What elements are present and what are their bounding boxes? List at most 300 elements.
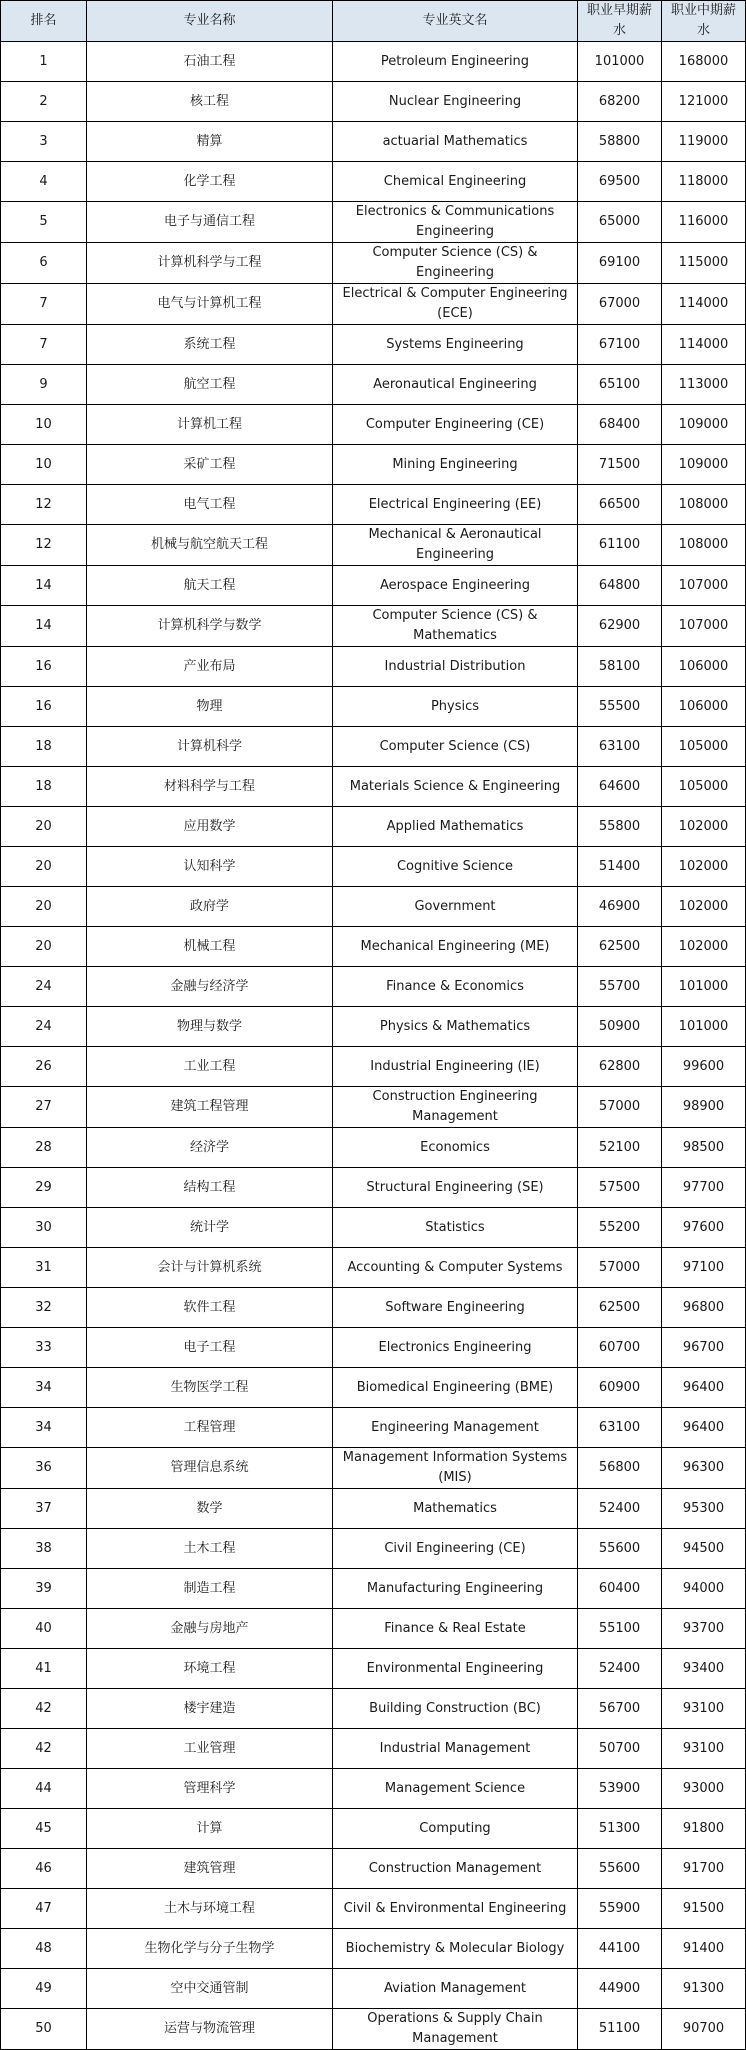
mid-career-salary-cell: 97600	[662, 1208, 746, 1248]
major-english-name-cell: Civil & Environmental Engineering	[333, 1889, 578, 1929]
major-english-name-cell: Chemical Engineering	[333, 162, 578, 202]
major-name-cell: 计算机科学	[87, 727, 333, 767]
early-career-salary-cell: 51400	[578, 847, 662, 887]
table-row	[1, 1047, 746, 1087]
major-english-name-cell: Statistics	[333, 1208, 578, 1248]
rank-cell: 24	[1, 967, 87, 1007]
table-row	[1, 202, 746, 243]
major-english-name-cell: Software Engineering	[333, 1288, 578, 1328]
rank-cell: 20	[1, 927, 87, 967]
rank-cell: 4	[1, 162, 87, 202]
table-row	[1, 1128, 746, 1168]
rank-cell: 28	[1, 1128, 87, 1168]
major-name-cell: 运营与物流管理	[87, 2009, 333, 2050]
table-row	[1, 445, 746, 485]
table-row	[1, 1408, 746, 1448]
mid-career-salary-cell: 102000	[662, 927, 746, 967]
early-career-salary-cell: 60400	[578, 1569, 662, 1609]
major-english-name-cell: Structural Engineering (SE)	[333, 1168, 578, 1208]
rank-cell: 42	[1, 1689, 87, 1729]
rank-cell: 32	[1, 1288, 87, 1328]
major-name-cell: 电子工程	[87, 1328, 333, 1368]
mid-career-salary-cell: 93700	[662, 1609, 746, 1649]
major-name-cell: 环境工程	[87, 1649, 333, 1689]
early-career-salary-cell: 55100	[578, 1609, 662, 1649]
early-career-salary-cell: 67000	[578, 284, 662, 325]
early-career-salary-cell: 55700	[578, 967, 662, 1007]
major-english-name-cell: Construction Engineering Management	[333, 1087, 578, 1128]
major-english-name-cell: actuarial Mathematics	[333, 122, 578, 162]
major-english-name-cell: Aeronautical Engineering	[333, 365, 578, 405]
table-row	[1, 1489, 746, 1529]
table-row	[1, 1208, 746, 1248]
major-name-cell: 物理与数学	[87, 1007, 333, 1047]
table-row	[1, 566, 746, 606]
early-career-salary-cell: 58800	[578, 122, 662, 162]
rank-cell: 18	[1, 767, 87, 807]
mid-career-salary-cell: 109000	[662, 405, 746, 445]
table-row	[1, 243, 746, 284]
mid-career-salary-cell: 94000	[662, 1569, 746, 1609]
mid-career-salary-cell: 101000	[662, 1007, 746, 1047]
early-career-salary-cell: 63100	[578, 1408, 662, 1448]
early-career-salary-cell: 50900	[578, 1007, 662, 1047]
table-row	[1, 1569, 746, 1609]
major-english-name-cell: Government	[333, 887, 578, 927]
major-name-cell: 工业管理	[87, 1729, 333, 1769]
major-name-cell: 系统工程	[87, 325, 333, 365]
header-early-career-salary: 职业早期薪水	[578, 1, 662, 42]
rank-cell: 38	[1, 1529, 87, 1569]
header-rank: 排名	[1, 1, 87, 42]
major-name-cell: 航空工程	[87, 365, 333, 405]
early-career-salary-cell: 55800	[578, 807, 662, 847]
mid-career-salary-cell: 93000	[662, 1769, 746, 1809]
major-english-name-cell: Computing	[333, 1809, 578, 1849]
table-row	[1, 1889, 746, 1929]
early-career-salary-cell: 55200	[578, 1208, 662, 1248]
major-english-name-cell: Biochemistry & Molecular Biology	[333, 1929, 578, 1969]
rank-cell: 27	[1, 1087, 87, 1128]
early-career-salary-cell: 53900	[578, 1769, 662, 1809]
rank-cell: 44	[1, 1769, 87, 1809]
major-english-name-cell: Economics	[333, 1128, 578, 1168]
mid-career-salary-cell: 115000	[662, 243, 746, 284]
table-row	[1, 1689, 746, 1729]
mid-career-salary-cell: 114000	[662, 284, 746, 325]
early-career-salary-cell: 52400	[578, 1649, 662, 1689]
mid-career-salary-cell: 168000	[662, 42, 746, 82]
major-name-cell: 软件工程	[87, 1288, 333, 1328]
major-name-cell: 结构工程	[87, 1168, 333, 1208]
mid-career-salary-cell: 93100	[662, 1729, 746, 1769]
early-career-salary-cell: 69500	[578, 162, 662, 202]
major-name-cell: 生物医学工程	[87, 1368, 333, 1408]
rank-cell: 14	[1, 606, 87, 647]
major-english-name-cell: Computer Science (CS) & Mathematics	[333, 606, 578, 647]
early-career-salary-cell: 52100	[578, 1128, 662, 1168]
mid-career-salary-cell: 114000	[662, 325, 746, 365]
major-english-name-cell: Engineering Management	[333, 1408, 578, 1448]
early-career-salary-cell: 51100	[578, 2009, 662, 2050]
rank-cell: 48	[1, 1929, 87, 1969]
header-mid-career-salary: 职业中期薪水	[662, 1, 746, 42]
mid-career-salary-cell: 91500	[662, 1889, 746, 1929]
mid-career-salary-cell: 102000	[662, 887, 746, 927]
table-row	[1, 42, 746, 82]
table-row	[1, 1328, 746, 1368]
rank-cell: 49	[1, 1969, 87, 2009]
major-english-name-cell: Computer Science (CS)	[333, 727, 578, 767]
mid-career-salary-cell: 102000	[662, 807, 746, 847]
rank-cell: 3	[1, 122, 87, 162]
table-row	[1, 485, 746, 525]
mid-career-salary-cell: 106000	[662, 687, 746, 727]
major-name-cell: 建筑管理	[87, 1849, 333, 1889]
major-english-name-cell: Industrial Distribution	[333, 647, 578, 687]
major-name-cell: 经济学	[87, 1128, 333, 1168]
table-row	[1, 1288, 746, 1328]
major-english-name-cell: Construction Management	[333, 1849, 578, 1889]
mid-career-salary-cell: 119000	[662, 122, 746, 162]
mid-career-salary-cell: 105000	[662, 727, 746, 767]
mid-career-salary-cell: 98500	[662, 1128, 746, 1168]
table-row	[1, 1529, 746, 1569]
major-english-name-cell: Aviation Management	[333, 1969, 578, 2009]
table-row	[1, 727, 746, 767]
rank-cell: 24	[1, 1007, 87, 1047]
major-name-cell: 电气与计算机工程	[87, 284, 333, 325]
major-name-cell: 建筑工程管理	[87, 1087, 333, 1128]
early-career-salary-cell: 44100	[578, 1929, 662, 1969]
major-name-cell: 土木与环境工程	[87, 1889, 333, 1929]
rank-cell: 5	[1, 202, 87, 243]
mid-career-salary-cell: 108000	[662, 525, 746, 566]
major-name-cell: 工业工程	[87, 1047, 333, 1087]
major-name-cell: 会计与计算机系统	[87, 1248, 333, 1288]
major-name-cell: 核工程	[87, 82, 333, 122]
rank-cell: 9	[1, 365, 87, 405]
table-row	[1, 1649, 746, 1689]
rank-cell: 34	[1, 1368, 87, 1408]
early-career-salary-cell: 60700	[578, 1328, 662, 1368]
rank-cell: 16	[1, 687, 87, 727]
mid-career-salary-cell: 121000	[662, 82, 746, 122]
major-english-name-cell: Environmental Engineering	[333, 1649, 578, 1689]
table-row	[1, 1729, 746, 1769]
major-name-cell: 金融与经济学	[87, 967, 333, 1007]
major-name-cell: 机械与航空航天工程	[87, 525, 333, 566]
major-name-cell: 采矿工程	[87, 445, 333, 485]
rank-cell: 50	[1, 2009, 87, 2050]
rank-cell: 7	[1, 284, 87, 325]
table-row	[1, 1609, 746, 1649]
mid-career-salary-cell: 91800	[662, 1809, 746, 1849]
table-row	[1, 1929, 746, 1969]
early-career-salary-cell: 51300	[578, 1809, 662, 1849]
table-row	[1, 887, 746, 927]
major-english-name-cell: Nuclear Engineering	[333, 82, 578, 122]
table-row	[1, 162, 746, 202]
rank-cell: 30	[1, 1208, 87, 1248]
major-english-name-cell: Operations & Supply Chain Management	[333, 2009, 578, 2050]
early-career-salary-cell: 58100	[578, 647, 662, 687]
table-row	[1, 1849, 746, 1889]
early-career-salary-cell: 57000	[578, 1087, 662, 1128]
major-english-name-cell: Manufacturing Engineering	[333, 1569, 578, 1609]
major-english-name-cell: Physics & Mathematics	[333, 1007, 578, 1047]
major-english-name-cell: Aerospace Engineering	[333, 566, 578, 606]
major-name-cell: 工程管理	[87, 1408, 333, 1448]
rank-cell: 33	[1, 1328, 87, 1368]
major-english-name-cell: Industrial Engineering (IE)	[333, 1047, 578, 1087]
table-row	[1, 606, 746, 647]
mid-career-salary-cell: 96300	[662, 1448, 746, 1489]
major-english-name-cell: Mathematics	[333, 1489, 578, 1529]
major-name-cell: 管理信息系统	[87, 1448, 333, 1489]
early-career-salary-cell: 64800	[578, 566, 662, 606]
major-english-name-cell: Physics	[333, 687, 578, 727]
mid-career-salary-cell: 96700	[662, 1328, 746, 1368]
early-career-salary-cell: 65100	[578, 365, 662, 405]
major-name-cell: 机械工程	[87, 927, 333, 967]
major-name-cell: 计算机工程	[87, 405, 333, 445]
mid-career-salary-cell: 91400	[662, 1929, 746, 1969]
table-row	[1, 927, 746, 967]
rank-cell: 47	[1, 1889, 87, 1929]
early-career-salary-cell: 66500	[578, 485, 662, 525]
mid-career-salary-cell: 91300	[662, 1969, 746, 2009]
mid-career-salary-cell: 108000	[662, 485, 746, 525]
major-name-cell: 石油工程	[87, 42, 333, 82]
major-english-name-cell: Accounting & Computer Systems	[333, 1248, 578, 1288]
early-career-salary-cell: 61100	[578, 525, 662, 566]
early-career-salary-cell: 55900	[578, 1889, 662, 1929]
major-name-cell: 统计学	[87, 1208, 333, 1248]
table-row	[1, 82, 746, 122]
table-row	[1, 1809, 746, 1849]
major-english-name-cell: Applied Mathematics	[333, 807, 578, 847]
mid-career-salary-cell: 96800	[662, 1288, 746, 1328]
mid-career-salary-cell: 106000	[662, 647, 746, 687]
major-english-name-cell: Electrical Engineering (EE)	[333, 485, 578, 525]
major-english-name-cell: Finance & Economics	[333, 967, 578, 1007]
rank-cell: 10	[1, 445, 87, 485]
early-career-salary-cell: 101000	[578, 42, 662, 82]
early-career-salary-cell: 60900	[578, 1368, 662, 1408]
major-name-cell: 材料科学与工程	[87, 767, 333, 807]
major-english-name-cell: Management Science	[333, 1769, 578, 1809]
major-name-cell: 精算	[87, 122, 333, 162]
early-career-salary-cell: 52400	[578, 1489, 662, 1529]
major-name-cell: 应用数学	[87, 807, 333, 847]
major-name-cell: 认知科学	[87, 847, 333, 887]
table-row	[1, 807, 746, 847]
major-english-name-cell: Electrical & Computer Engineering (ECE)	[333, 284, 578, 325]
table-row	[1, 1168, 746, 1208]
major-name-cell: 航天工程	[87, 566, 333, 606]
early-career-salary-cell: 62900	[578, 606, 662, 647]
major-english-name-cell: Computer Science (CS) & Engineering	[333, 243, 578, 284]
mid-career-salary-cell: 116000	[662, 202, 746, 243]
early-career-salary-cell: 63100	[578, 727, 662, 767]
rank-cell: 34	[1, 1408, 87, 1448]
rank-cell: 26	[1, 1047, 87, 1087]
major-english-name-cell: Mining Engineering	[333, 445, 578, 485]
table-row	[1, 365, 746, 405]
major-english-name-cell: Electronics Engineering	[333, 1328, 578, 1368]
mid-career-salary-cell: 105000	[662, 767, 746, 807]
major-english-name-cell: Building Construction (BC)	[333, 1689, 578, 1729]
major-name-cell: 化学工程	[87, 162, 333, 202]
table-row	[1, 1969, 746, 2009]
table-body	[1, 42, 746, 2050]
mid-career-salary-cell: 90700	[662, 2009, 746, 2050]
major-name-cell: 空中交通管制	[87, 1969, 333, 2009]
mid-career-salary-cell: 98900	[662, 1087, 746, 1128]
rank-cell: 37	[1, 1489, 87, 1529]
table-row	[1, 525, 746, 566]
table-row	[1, 767, 746, 807]
early-career-salary-cell: 50700	[578, 1729, 662, 1769]
major-name-cell: 土木工程	[87, 1529, 333, 1569]
rank-cell: 45	[1, 1809, 87, 1849]
mid-career-salary-cell: 113000	[662, 365, 746, 405]
major-english-name-cell: Systems Engineering	[333, 325, 578, 365]
major-name-cell: 管理科学	[87, 1769, 333, 1809]
early-career-salary-cell: 62800	[578, 1047, 662, 1087]
rank-cell: 41	[1, 1649, 87, 1689]
rank-cell: 31	[1, 1248, 87, 1288]
table-row	[1, 1087, 746, 1128]
mid-career-salary-cell: 107000	[662, 566, 746, 606]
mid-career-salary-cell: 107000	[662, 606, 746, 647]
early-career-salary-cell: 62500	[578, 927, 662, 967]
mid-career-salary-cell: 99600	[662, 1047, 746, 1087]
major-english-name-cell: Management Information Systems (MIS)	[333, 1448, 578, 1489]
rank-cell: 20	[1, 847, 87, 887]
rank-cell: 10	[1, 405, 87, 445]
rank-cell: 2	[1, 82, 87, 122]
early-career-salary-cell: 62500	[578, 1288, 662, 1328]
rank-cell: 12	[1, 525, 87, 566]
mid-career-salary-cell: 94500	[662, 1529, 746, 1569]
rank-cell: 46	[1, 1849, 87, 1889]
mid-career-salary-cell: 109000	[662, 445, 746, 485]
rank-cell: 20	[1, 887, 87, 927]
early-career-salary-cell: 56800	[578, 1448, 662, 1489]
rank-cell: 39	[1, 1569, 87, 1609]
major-english-name-cell: Petroleum Engineering	[333, 42, 578, 82]
early-career-salary-cell: 55600	[578, 1529, 662, 1569]
major-name-cell: 电气工程	[87, 485, 333, 525]
major-name-cell: 政府学	[87, 887, 333, 927]
rank-cell: 16	[1, 647, 87, 687]
major-name-cell: 楼宇建造	[87, 1689, 333, 1729]
rank-cell: 36	[1, 1448, 87, 1489]
mid-career-salary-cell: 101000	[662, 967, 746, 1007]
table-row	[1, 847, 746, 887]
early-career-salary-cell: 68400	[578, 405, 662, 445]
rank-cell: 42	[1, 1729, 87, 1769]
major-english-name-cell: Civil Engineering (CE)	[333, 1529, 578, 1569]
major-english-name-cell: Mechanical Engineering (ME)	[333, 927, 578, 967]
major-english-name-cell: Materials Science & Engineering	[333, 767, 578, 807]
table-row	[1, 1248, 746, 1288]
major-name-cell: 金融与房地产	[87, 1609, 333, 1649]
table-row	[1, 325, 746, 365]
mid-career-salary-cell: 96400	[662, 1368, 746, 1408]
mid-career-salary-cell: 118000	[662, 162, 746, 202]
major-name-cell: 产业布局	[87, 647, 333, 687]
rank-cell: 14	[1, 566, 87, 606]
table-row	[1, 1368, 746, 1408]
table-row	[1, 967, 746, 1007]
rank-cell: 20	[1, 807, 87, 847]
early-career-salary-cell: 67100	[578, 325, 662, 365]
major-english-name-cell: Finance & Real Estate	[333, 1609, 578, 1649]
mid-career-salary-cell: 97700	[662, 1168, 746, 1208]
major-english-name-cell: Industrial Management	[333, 1729, 578, 1769]
table-row	[1, 405, 746, 445]
early-career-salary-cell: 55500	[578, 687, 662, 727]
major-english-name-cell: Mechanical & Aeronautical Engineering	[333, 525, 578, 566]
rank-cell: 1	[1, 42, 87, 82]
major-name-cell: 计算	[87, 1809, 333, 1849]
major-english-name-cell: Biomedical Engineering (BME)	[333, 1368, 578, 1408]
mid-career-salary-cell: 96400	[662, 1408, 746, 1448]
early-career-salary-cell: 71500	[578, 445, 662, 485]
table-row	[1, 1448, 746, 1489]
rank-cell: 29	[1, 1168, 87, 1208]
early-career-salary-cell: 55600	[578, 1849, 662, 1889]
early-career-salary-cell: 56700	[578, 1689, 662, 1729]
mid-career-salary-cell: 102000	[662, 847, 746, 887]
rank-cell: 7	[1, 325, 87, 365]
mid-career-salary-cell: 97100	[662, 1248, 746, 1288]
major-name-cell: 生物化学与分子生物学	[87, 1929, 333, 1969]
rank-cell: 12	[1, 485, 87, 525]
header-row	[1, 1, 746, 42]
rank-cell: 40	[1, 1609, 87, 1649]
table-row	[1, 122, 746, 162]
major-name-cell: 制造工程	[87, 1569, 333, 1609]
table-row	[1, 647, 746, 687]
mid-career-salary-cell: 91700	[662, 1849, 746, 1889]
major-english-name-cell: Electronics & Communications Engineering	[333, 202, 578, 243]
early-career-salary-cell: 65000	[578, 202, 662, 243]
table-row	[1, 1007, 746, 1047]
table-row	[1, 1769, 746, 1809]
major-name-cell: 电子与通信工程	[87, 202, 333, 243]
major-name-cell: 计算机科学与工程	[87, 243, 333, 284]
early-career-salary-cell: 44900	[578, 1969, 662, 2009]
early-career-salary-cell: 69100	[578, 243, 662, 284]
mid-career-salary-cell: 95300	[662, 1489, 746, 1529]
early-career-salary-cell: 57000	[578, 1248, 662, 1288]
rank-cell: 18	[1, 727, 87, 767]
rank-cell: 6	[1, 243, 87, 284]
major-name-cell: 计算机科学与数学	[87, 606, 333, 647]
major-english-name-cell: Cognitive Science	[333, 847, 578, 887]
table-row	[1, 284, 746, 325]
mid-career-salary-cell: 93400	[662, 1649, 746, 1689]
major-name-cell: 数学	[87, 1489, 333, 1529]
early-career-salary-cell: 68200	[578, 82, 662, 122]
header-major-english-name: 专业英文名	[333, 1, 578, 42]
mid-career-salary-cell: 93100	[662, 1689, 746, 1729]
header-major-name: 专业名称	[87, 1, 333, 42]
